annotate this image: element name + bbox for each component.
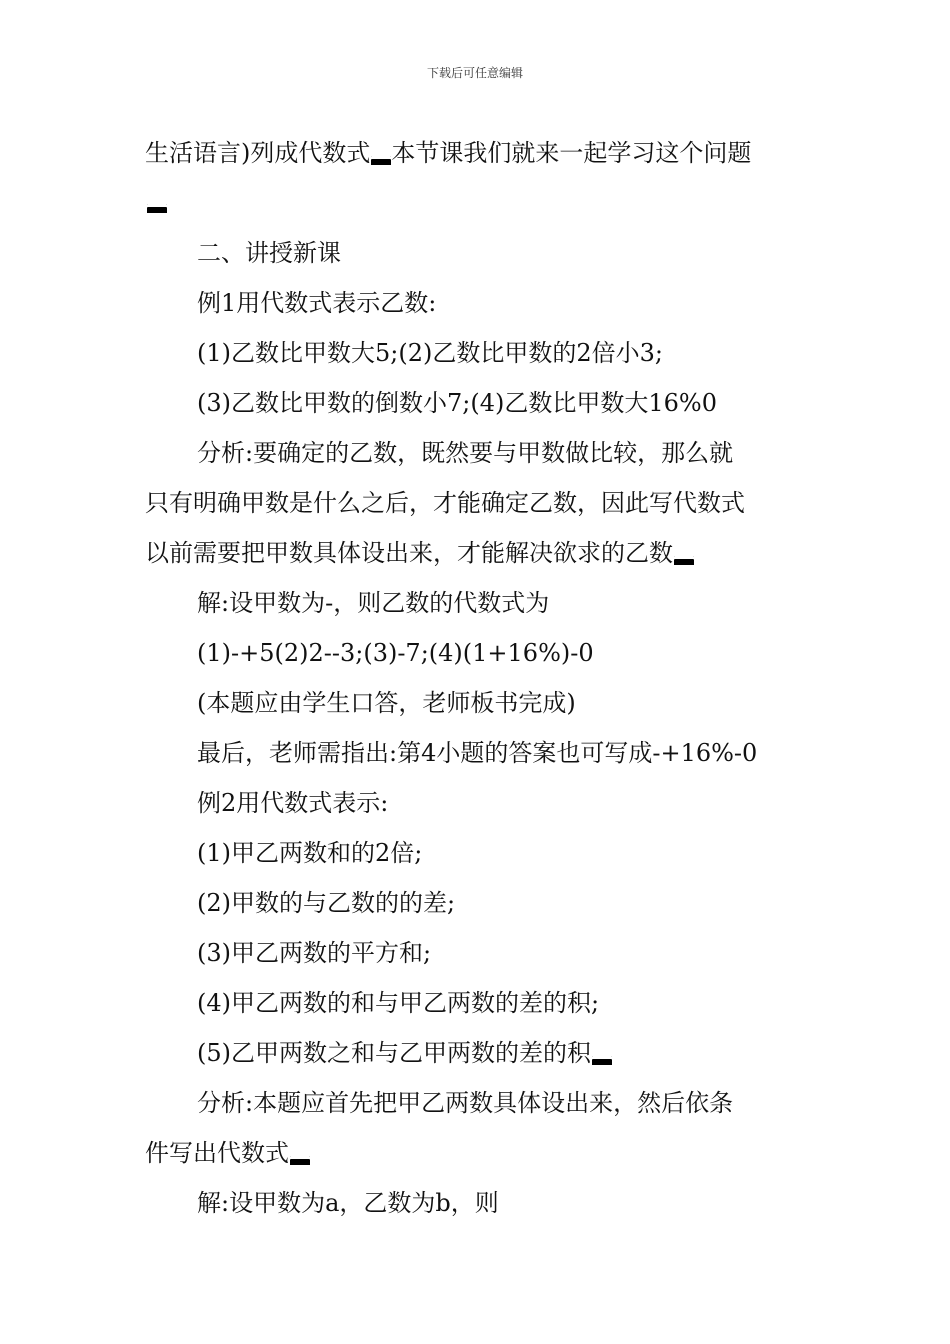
text-line <box>145 378 810 428</box>
page-header: 下载后可任意编辑 <box>426 66 523 80</box>
line-text: 只有明确甲数是什么之后，才能确定乙数，因此写代数式 <box>145 489 745 517</box>
text-line <box>145 278 810 328</box>
text-line <box>145 928 810 978</box>
line-text: (4)甲乙两数的和与甲乙两数的差的积; <box>197 989 600 1017</box>
line-text: (3)甲乙两数的平方和; <box>197 939 432 967</box>
text-line <box>145 628 810 678</box>
text-line <box>145 828 810 878</box>
text-line <box>145 678 810 728</box>
section-heading <box>145 228 810 278</box>
period-mark-icon <box>147 204 167 213</box>
line-text: (1)-+5(2)2--3;(3)-7;(4)(1+16%)-0 <box>197 639 594 667</box>
line-text: 分析:要确定的乙数，既然要与甲数做比较，那么就 <box>197 439 734 467</box>
line-text: 以前需要把甲数具体设出来，才能解决欲求的乙数 <box>145 539 673 567</box>
text-line <box>145 1028 810 1078</box>
period-mark-icon <box>371 156 391 165</box>
text-line <box>145 1078 810 1128</box>
line-text: (2)甲数的与乙数的的差; <box>197 889 456 917</box>
text-line <box>145 878 810 928</box>
line-text: 例2用代数式表示: <box>197 789 389 817</box>
line-text: 解:设甲数为a，乙数为b，则 <box>197 1189 499 1217</box>
text-line <box>145 478 810 528</box>
text-line <box>145 1128 810 1178</box>
text-line <box>145 778 810 828</box>
text-line <box>145 178 810 228</box>
line-text: 解:设甲数为-，则乙数的代数式为 <box>197 589 550 617</box>
text-line <box>145 728 810 778</box>
text-line <box>145 328 810 378</box>
text-line <box>145 578 810 628</box>
line-text: 分析:本题应首先把甲乙两数具体设出来，然后依条 <box>197 1089 734 1117</box>
line-text: 最后，老师需指出:第4小题的答案也可写成-+16%-0 <box>197 739 758 767</box>
line-text: 本节课我们就来一起学习这个问题 <box>391 139 752 167</box>
line-text: 例1用代数式表示乙数: <box>197 289 437 317</box>
text-line <box>145 128 810 178</box>
line-text: (1)甲乙两数和的2倍; <box>197 839 423 867</box>
line-text: 生活语言)列成代数式 <box>145 139 371 167</box>
text-line <box>145 978 810 1028</box>
line-text: (3)乙数比甲数的倒数小7;(4)乙数比甲数大16%0 <box>197 389 717 417</box>
line-text: (1)乙数比甲数大5;(2)乙数比甲数的2倍小3; <box>197 339 663 367</box>
line-text: 二、讲授新课 <box>197 239 341 267</box>
document-body <box>145 128 810 1228</box>
period-mark-icon <box>592 1056 612 1065</box>
text-line <box>145 428 810 478</box>
period-mark-icon <box>290 1156 310 1165</box>
period-mark-icon <box>674 556 694 565</box>
text-line <box>145 528 810 578</box>
line-text: (5)乙甲两数之和与乙甲两数的差的积 <box>197 1039 591 1067</box>
line-text: (本题应由学生口答，老师板书完成) <box>197 689 576 717</box>
line-text: 件写出代数式 <box>145 1139 289 1167</box>
text-line <box>145 1178 810 1228</box>
